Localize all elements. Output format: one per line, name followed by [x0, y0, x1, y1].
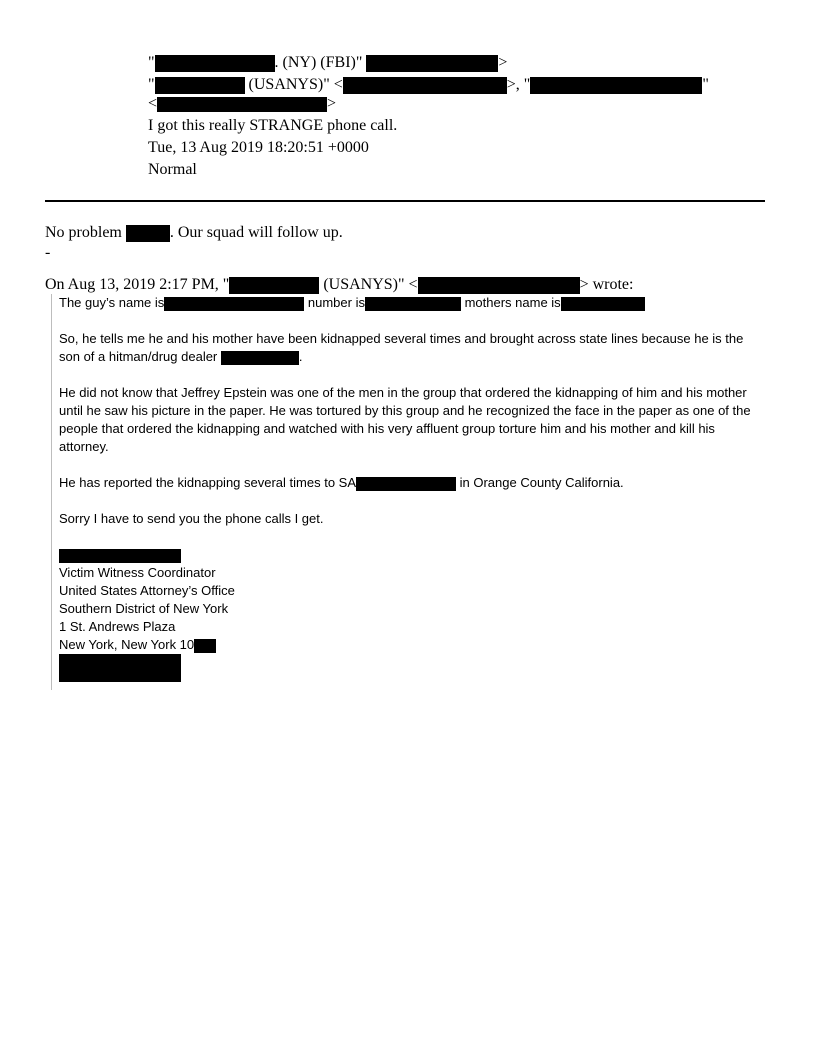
quoted-paragraph-2: So, he tells me he and his mother have been kidnapped several times and brought across state lines because he is the son of a hitman/drug dealer . [59, 331, 744, 364]
redaction [561, 297, 645, 311]
redaction [126, 225, 170, 242]
quoted-intro: On Aug 13, 2019 2:17 PM, " (USANYS)" < > wrote: [45, 276, 634, 293]
redaction [356, 477, 456, 491]
signature-city: New York, New York 10 [59, 636, 216, 654]
redaction [59, 654, 181, 682]
redaction [155, 77, 245, 94]
quoted-paragraph-4: He has reported the kidnapping several times to SA in Orange County California. [59, 475, 624, 490]
redaction [155, 55, 275, 72]
redaction [59, 549, 181, 563]
signature-office: United States Attorney’s Office [59, 583, 235, 598]
redaction [418, 277, 580, 294]
redaction [365, 297, 461, 311]
header-divider [45, 200, 765, 202]
redaction [157, 97, 327, 112]
redaction [194, 639, 216, 653]
reply-text: No problem . Our squad will follow up. [45, 224, 343, 241]
signature-street: 1 St. Andrews Plaza [59, 619, 176, 634]
to-value: " (USANYS)" < >, " " [148, 76, 709, 93]
reply-dash: - [45, 244, 51, 261]
importance-value: Normal [148, 161, 197, 178]
quoted-paragraph-5: Sorry I have to send you the phone calls I get. [59, 511, 324, 526]
to-value-line2: < > [148, 95, 337, 112]
redaction [366, 55, 498, 72]
subject-value: I got this really STRANGE phone call. [148, 117, 398, 134]
signature-name [59, 546, 181, 564]
redaction [343, 77, 507, 94]
redaction [221, 351, 299, 365]
quoted-paragraph-1: The guy’s name is number is mothers name is [59, 294, 764, 312]
signature-district: Southern District of New York [59, 601, 229, 616]
from-value: " . (NY) (FBI)" > [148, 54, 508, 71]
quoted-paragraph-3: He did not know that Jeffrey Epstein was one of the men in the group that ordered the kidnapping of him and his mother until he saw his picture in the paper. He was tortured by this group and he recognized the face in the paper as one of the people that ordered the kidnapping and watched with his very affluent group torture him and his mother and kill his attorney. [59, 385, 751, 454]
signature-phone [59, 654, 181, 682]
signature-title: Victim Witness Coordinator [59, 565, 216, 580]
redaction [530, 77, 702, 94]
redaction [164, 297, 304, 311]
redaction [229, 277, 319, 294]
date-value: Tue, 13 Aug 2019 18:20:51 +0000 [148, 139, 369, 156]
